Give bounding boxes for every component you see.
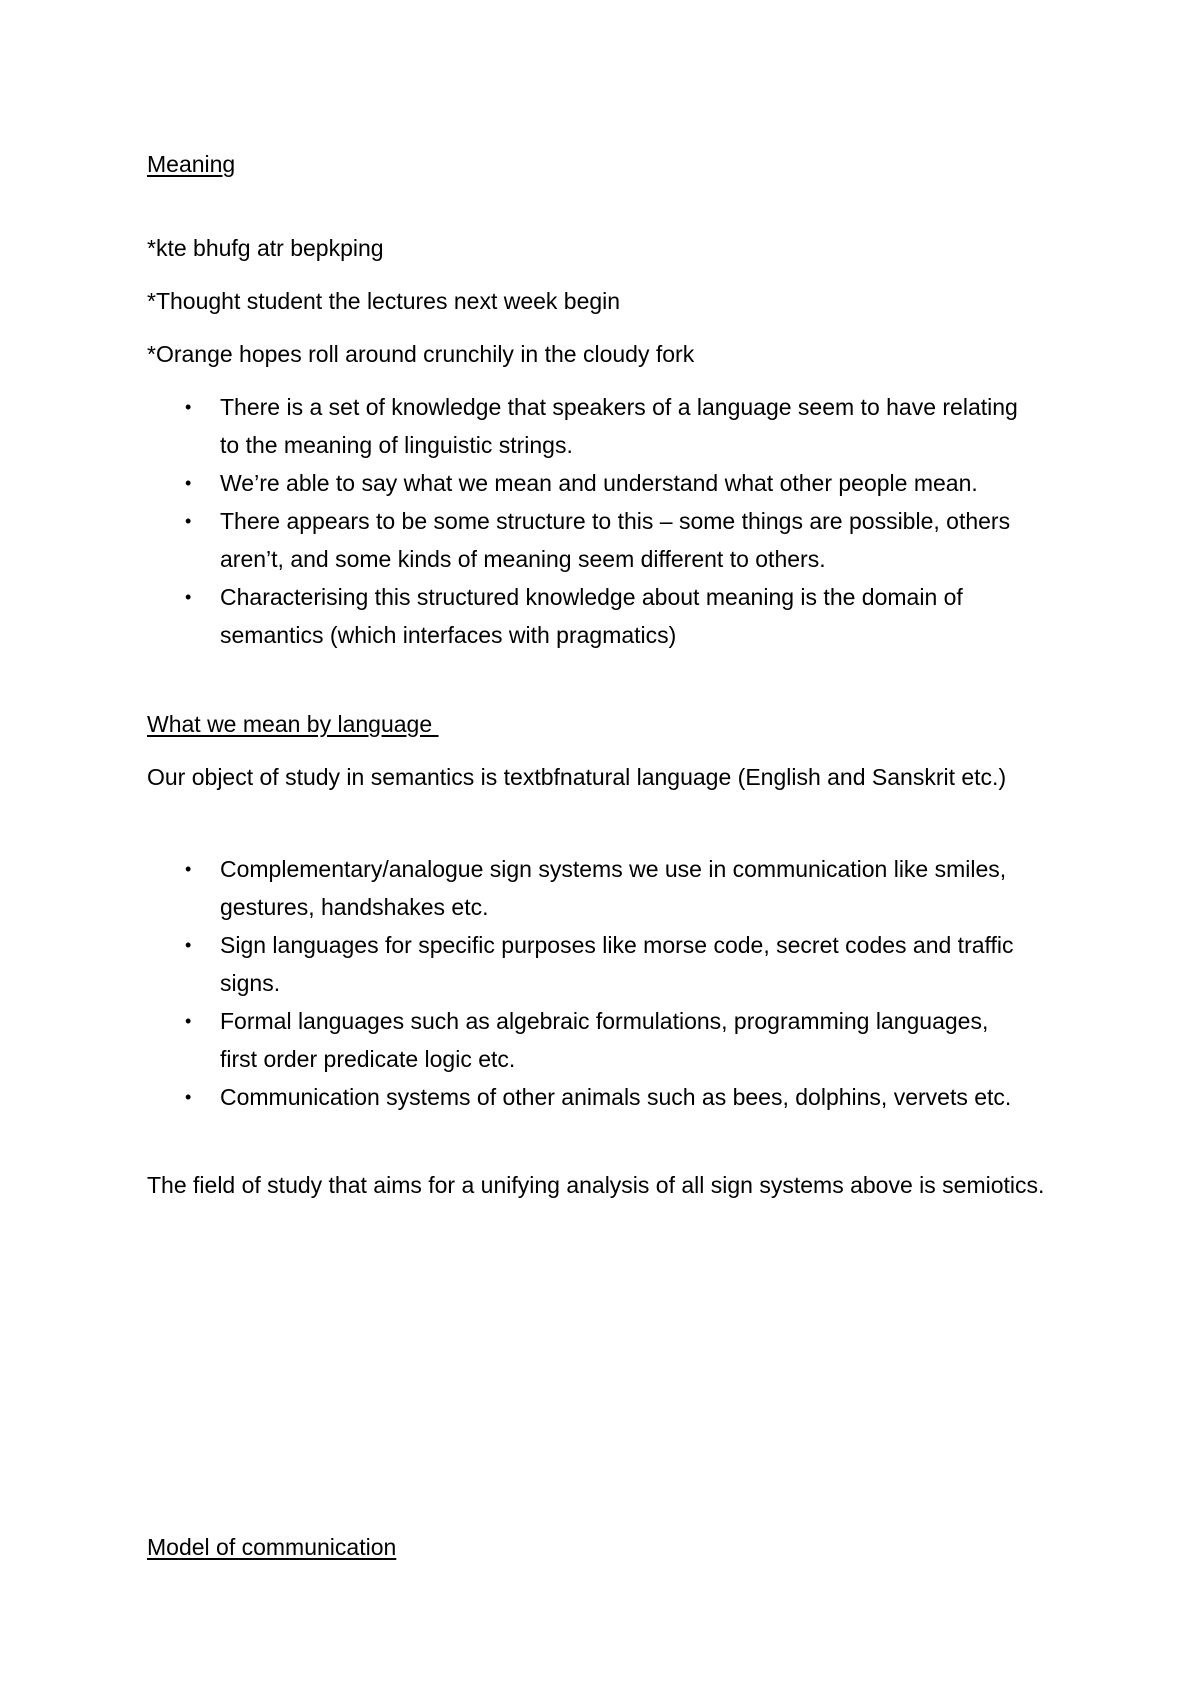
bullet-icon: • — [185, 587, 192, 607]
language-bullet-list — [147, 850, 1077, 1116]
list-item — [147, 502, 1040, 578]
bullet-icon: • — [185, 1087, 192, 1107]
list-item — [147, 464, 1010, 502]
bullet-icon: • — [185, 1011, 192, 1031]
example-line-2: *Thought student the lectures next week begin — [147, 288, 621, 314]
example-line-1: *kte bhufg atr bepkping — [147, 235, 384, 261]
bullet-icon: • — [185, 397, 192, 417]
list-item-text: There is a set of knowledge that speakers of a language seem to have relating to the meaning of linguistic strings. — [220, 394, 1018, 458]
list-item — [147, 1078, 1070, 1116]
list-item-text: Communication systems of other animals such as bees, dolphins, vervets etc. — [220, 1084, 1012, 1110]
bullet-icon: • — [185, 859, 192, 879]
bullet-icon: • — [185, 473, 192, 493]
list-item — [147, 1002, 1010, 1078]
list-item-text: Sign languages for specific purposes like morse code, secret codes and traffic signs. — [220, 932, 1014, 996]
list-item — [147, 850, 1025, 926]
bullet-icon: • — [185, 511, 192, 531]
example-line-3: *Orange hopes roll around crunchily in the cloudy fork — [147, 341, 695, 367]
heading-meaning: Meaning — [147, 151, 236, 177]
list-item — [147, 578, 1050, 654]
list-item-text: We’re able to say what we mean and understand what other people mean. — [220, 470, 978, 496]
list-item-text: There appears to be some structure to this – some things are possible, others aren’t, and some kinds of meaning seem different to others. — [220, 508, 1011, 572]
heading-model-of-communication: Model of communication — [147, 1534, 397, 1560]
heading-what-we-mean-by-language: What we mean by language — [147, 711, 439, 737]
closing-paragraph: The field of study that aims for a unifying analysis of all sign systems above is semiotics. — [147, 1172, 1045, 1198]
list-item — [147, 388, 1030, 464]
meaning-bullet-list — [147, 388, 1077, 654]
intro-paragraph: Our object of study in semantics is textbfnatural language (English and Sanskrit etc.) — [147, 764, 1007, 790]
bullet-icon: • — [185, 935, 192, 955]
list-item-text: Complementary/analogue sign systems we use in communication like smiles, gestures, handshakes etc. — [220, 856, 1007, 920]
list-item — [147, 926, 1025, 1002]
list-item-text: Formal languages such as algebraic formulations, programming languages, first order predicate logic etc. — [220, 1008, 989, 1072]
list-item-text: Characterising this structured knowledge about meaning is the domain of semantics (which interfaces with pragmatics) — [220, 584, 963, 648]
